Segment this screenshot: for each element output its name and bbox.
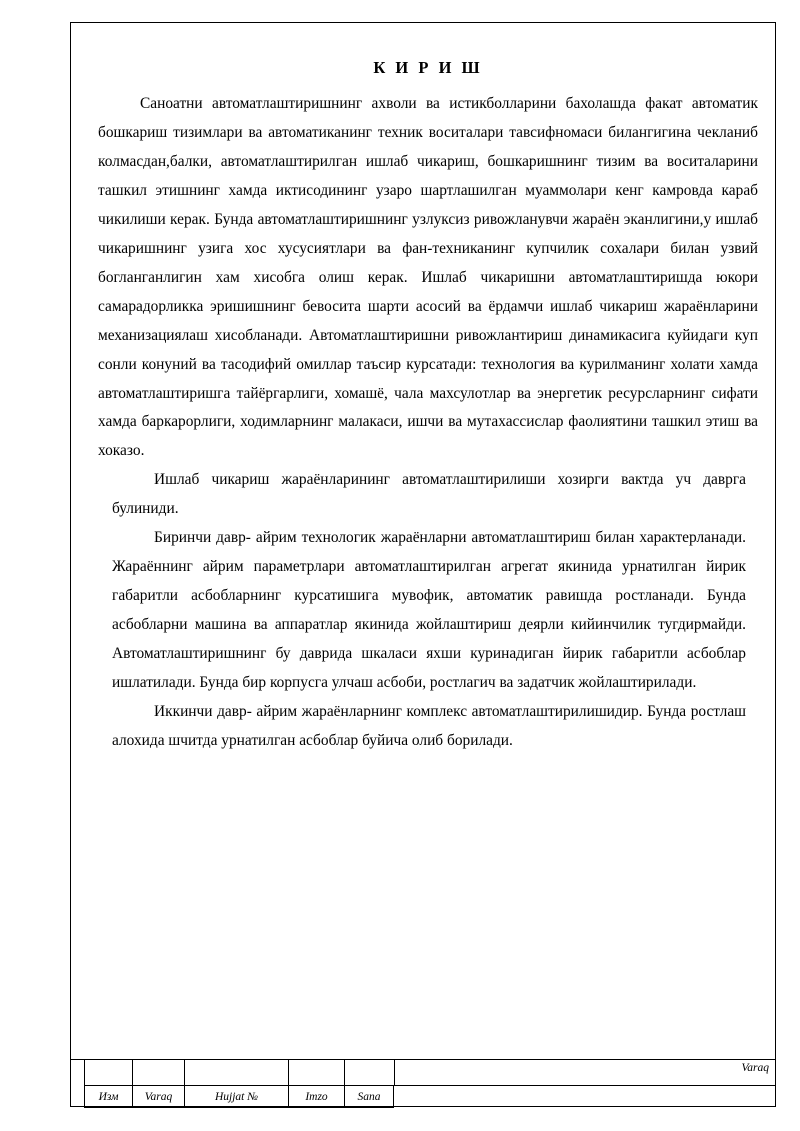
title-block-cell-varaq-empty — [132, 1060, 184, 1086]
title-block-header-varaq: Varaq — [132, 1086, 184, 1108]
title-block-cell-sana-empty — [344, 1060, 394, 1086]
title-block-header-izm: Изм — [84, 1086, 132, 1108]
title-block-row-headers — [84, 1086, 776, 1108]
title-block-header-hujjat: Hujjat № — [184, 1086, 288, 1108]
title-block-cell-hujjat-empty — [184, 1060, 288, 1086]
document-content — [98, 58, 758, 756]
paragraph-2: Ишлаб чикариш жараёнларининг автоматлаштирилиши хозирги вактда уч даврга булиниди. — [112, 471, 746, 518]
paragraph-4: Иккинчи давр- айрим жараёнларнинг комплекс автоматлаштирилишидир. Бунда ростлаш алохида шчитда урнатилган асбоблар буйича олиб борилади. — [112, 703, 746, 749]
paragraph-3: Биринчи давр- айрим технологик жараёнларни автоматлаштириш билан характерланади. Жараённинг айрим параметрлари автоматлаштирилган агрегат якинида урнатилган йирик габаритли асбобларнинг курсатишига мувофик, автоматик равишда ростланади. Бунда асбобларни машина ва аппаратлар якинида жойлаштириш деярли кийинчилик тугдирмайди. Автоматлаштиришнинг бу даврида шкаласи яхши куринадиган йирик габаритли асбоблар ишлатилади. Бунда бир корпусга улчаш асбоби, ростлагич ва задатчик жойлаштирилади. — [112, 529, 746, 692]
title-block — [70, 1059, 776, 1107]
page-label: Varaq — [741, 1062, 769, 1074]
paragraph-1: Саноатни автоматлаштиришнинг ахволи ва истикболларини бахолашда факат автоматик бошкариш тизимлари ва автоматиканинг техник воситалари тавсифномаси билангигина чекланиб колмасдан,балки, автоматлаштирилган ишлаб чикариш, бошкаришнинг тизим ва воситаларини ташкил этишнинг хамда иктисодининг узаро шартлашилган муаммолари кенг камровда караб чикилиши керак. Бунда автоматлаштиришнинг узлуксиз ривожланувчи жараён эканлигини,у ишлаб чикаришнинг узига хос хусусиятлари ва фан-техниканинг купчилик сохалари билан узвий богланганлигин хам хисобга олиш керак. Ишлаб чикаришни автоматлаштиришда юкори самарадорликка эришишнинг бевосита шарти асосий ва ёрдамчи ишлаб чикариш жараёнларини механизациялаш хисобланади. Автоматлаштиришни ривожлантириш динамикасига куйидаги куп сонли конуний ва тасодифий омиллар таъсир курсатади: технология ва курилманинг холати хамда автоматлаштиришга тайёргарлиги, хомашё, чала махсулотлар ва энергетик ресурсларнинг сифати хамда баркарорлиги, ходимларнинг малакаси, ишчи ва мутахассислар фаолиятини ташкил этиш ва хоказо. — [98, 95, 758, 460]
title-block-cell-izm-empty — [84, 1060, 132, 1086]
title-block-header-sana: Sana — [344, 1086, 394, 1108]
title-block-cell-imzo-empty — [288, 1060, 344, 1086]
title-block-table — [84, 1060, 776, 1108]
title-block-header-imzo: Imzo — [288, 1086, 344, 1108]
page-title: К И Р И Ш — [373, 58, 483, 77]
title-block-row-top — [84, 1060, 776, 1086]
title-block-cell-page — [394, 1060, 776, 1086]
